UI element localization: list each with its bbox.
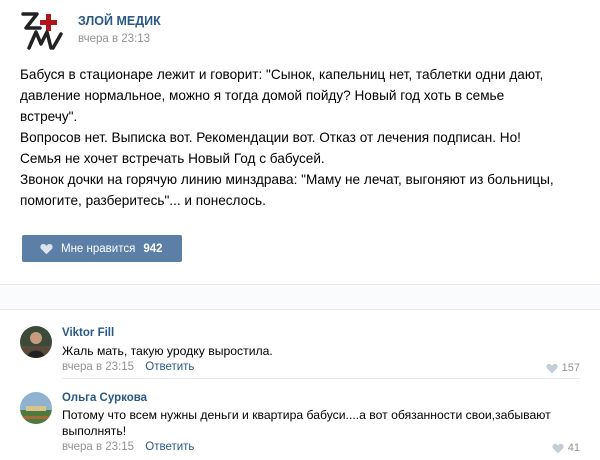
- like-button[interactable]: [22, 235, 182, 262]
- post-text: [20, 64, 585, 211]
- comment-like-count: 157: [561, 362, 580, 374]
- comment-text: [62, 343, 582, 359]
- comment-timestamp[interactable]: вчера в 23:15: [62, 441, 135, 453]
- like-label: Мне нравится: [61, 242, 136, 255]
- comment-like-button[interactable]: [552, 442, 580, 454]
- comment-like-button[interactable]: [546, 362, 580, 374]
- reply-link[interactable]: Ответить: [145, 361, 195, 373]
- comment-text-line: Жаль мать, такую уродку выростила.: [62, 344, 273, 358]
- avatar[interactable]: [20, 392, 52, 424]
- comment-author-link[interactable]: Viktor Fill: [62, 327, 115, 339]
- comment-timestamp[interactable]: вчера в 23:15: [62, 361, 135, 373]
- post-text-line: Вопросов нет. Выписка вот. Рекомендации вот. Отказ от лечения подписан. Но!: [20, 130, 521, 145]
- comment-meta: [62, 361, 194, 373]
- like-count: 942: [143, 242, 163, 255]
- post-header: [20, 8, 580, 52]
- post-text-line: Звонок дочки на горячую линию минздрава: "Маму не лечат, выгоняют из больницы,: [20, 172, 554, 187]
- heart-icon: [40, 243, 53, 255]
- comments-separator: [0, 284, 600, 310]
- group-name-link[interactable]: ЗЛОЙ МЕДИК: [78, 14, 161, 28]
- post-text-line: помогите, разберитесь"... и понеслось.: [20, 193, 266, 208]
- reply-link[interactable]: Ответить: [145, 441, 195, 453]
- group-logo[interactable]: [20, 8, 68, 52]
- comment-text: [62, 407, 582, 439]
- post-text-line: Бабуся в стационаре лежит и говорит: "Сынок, капельниц нет, таблетки одни дают,: [20, 67, 544, 82]
- post-text-line: давление нормальное, можно я тогда домой пойду? Новый год хоть в семье: [20, 88, 505, 103]
- comment-like-count: 41: [567, 442, 580, 454]
- comment-text-line: Потому что всем нужны деньги и квартира бабуси....а вот обязанности свои,забывают: [62, 408, 551, 422]
- comment-author-link[interactable]: Ольга Суркова: [62, 392, 148, 404]
- comment-text-line: выполнять!: [62, 424, 127, 438]
- heart-icon: [546, 363, 558, 374]
- avatar[interactable]: [20, 326, 52, 358]
- post-timestamp[interactable]: вчера в 23:13: [78, 33, 151, 45]
- post-text-line: Семья не хочет встречать Новый Год с бабусей.: [20, 151, 325, 166]
- comment-meta: [62, 441, 194, 453]
- post-text-line: встречу".: [20, 109, 78, 124]
- comment-divider: [62, 378, 580, 379]
- heart-icon: [552, 443, 564, 454]
